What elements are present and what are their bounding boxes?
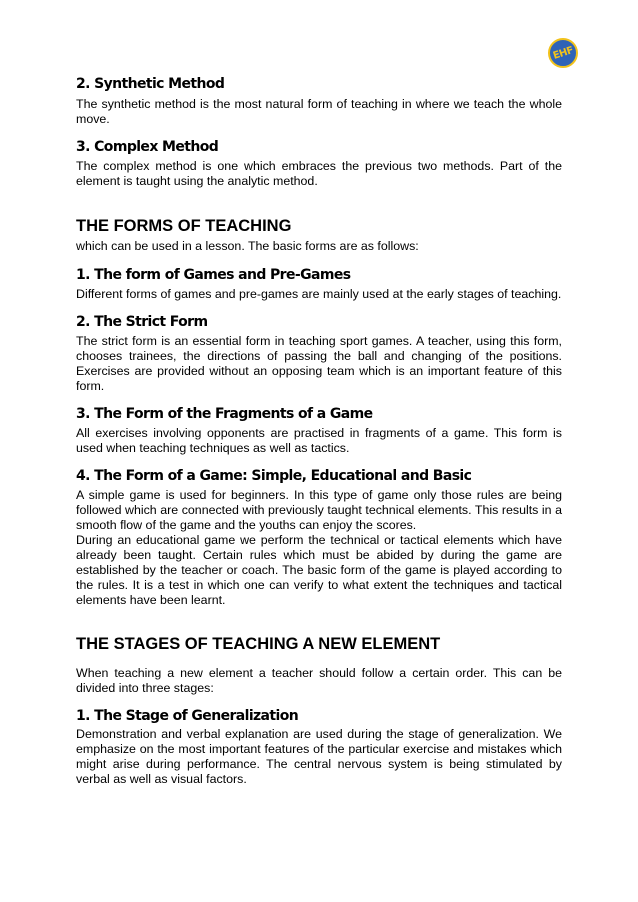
heading-games-pregames: 1. The form of Games and Pre-Games xyxy=(76,267,351,283)
paragraph-synthetic-method: The synthetic method is the most natural form of teaching in where we teach the whole move. xyxy=(76,97,562,126)
heading-synthetic-method: 2. Synthetic Method xyxy=(76,76,225,92)
paragraph-stages-intro: When teaching a new element a teacher should follow a certain order. This can be divided into three stages: xyxy=(76,666,562,695)
heading-complex-method: 3. Complex Method xyxy=(76,139,219,155)
logo-text: EHF xyxy=(551,44,575,62)
paragraph-games-pregames: Different forms of games and pre-games are mainly used at the early stages of teaching. xyxy=(76,287,562,301)
paragraph-simple-game: A simple game is used for beginners. In this type of game only those rules are being followed which are connected with previously taught technical elements. This results in a smooth flow of the game and the youths can enjoy the scores. xyxy=(76,488,562,532)
ehf-logo-icon xyxy=(548,38,578,68)
page-content xyxy=(76,75,562,787)
heading-fragments: 3. The Form of the Fragments of a Game xyxy=(76,406,373,422)
paragraph-complex-method: The complex method is one which embraces the previous two methods. Part of the element is taught using the analytic method. xyxy=(76,159,562,188)
paragraph-strict-form: The strict form is an essential form in teaching sport games. A teacher, using this form, chooses trainees, the directions of passing the ball and changing of the positions. Exercises are provided without an opposing team which is an important feature of this form. xyxy=(76,334,562,393)
paragraph-fragments: All exercises involving opponents are practised in fragments of a game. This form is used when teaching techniques as well as tactics. xyxy=(76,426,562,455)
heading-generalization: 1. The Stage of Generalization xyxy=(76,708,299,724)
paragraph-educational-game: During an educational game we perform the technical or tactical elements which have already been taught. Certain rules which must be abided by during the game are established by the teacher or coach. The basic form of the game is played according to the rules. It is a test in which one can verify to what extent the techniques and tactical elements have been learnt. xyxy=(76,533,562,607)
heading-form-of-game: 4. The Form of a Game: Simple, Educational and Basic xyxy=(76,468,472,484)
paragraph-generalization: Demonstration and verbal explanation are used during the stage of generalization. We emphasize on the most important features of the particular exercise and mistakes which might arise during performance. The central nervous system is being stimulated by verbal as well as visual factors. xyxy=(76,727,562,786)
section-title-forms: THE FORMS OF TEACHING xyxy=(76,217,292,235)
heading-strict-form: 2. The Strict Form xyxy=(76,314,208,330)
section-title-stages: THE STAGES OF TEACHING A NEW ELEMENT xyxy=(76,635,441,653)
paragraph-forms-intro: which can be used in a lesson. The basic forms are as follows: xyxy=(76,239,419,253)
